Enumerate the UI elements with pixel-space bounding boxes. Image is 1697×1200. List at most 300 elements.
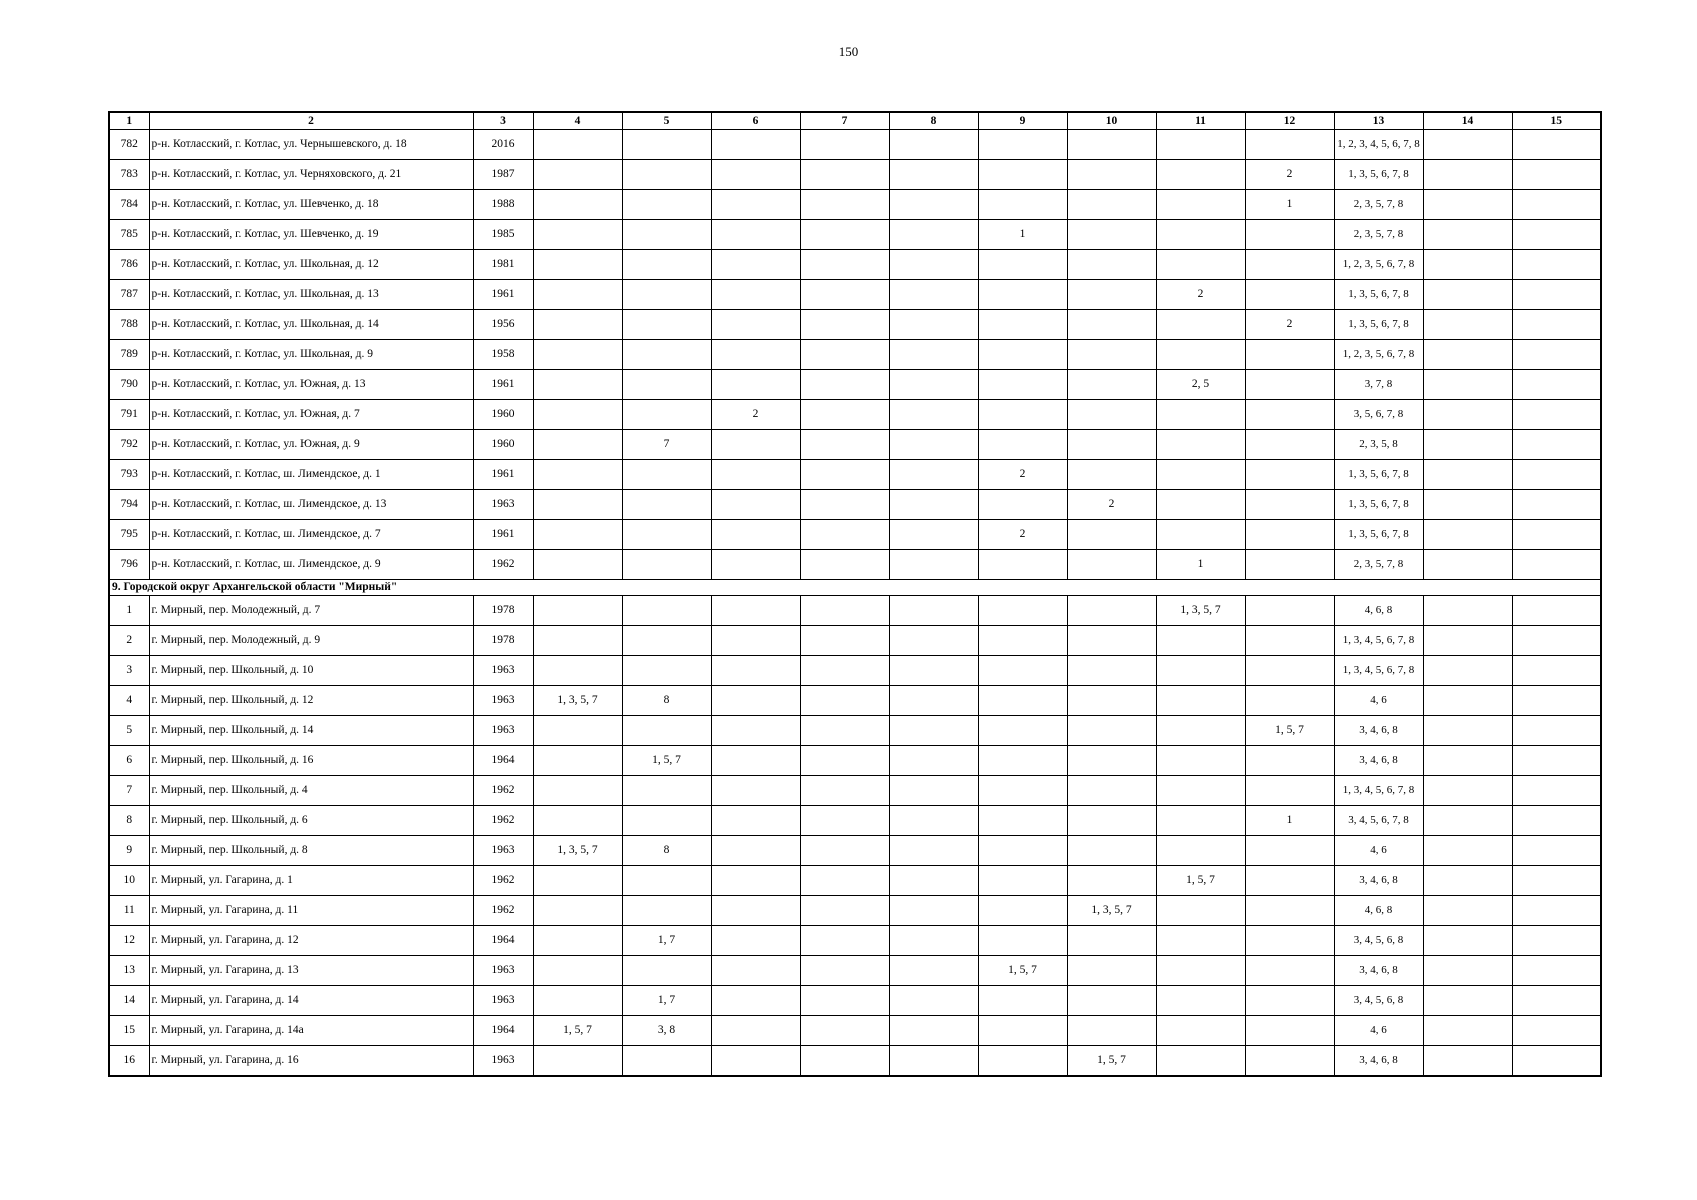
value-cell-8	[889, 896, 978, 926]
value-cell-5: 1, 5, 7	[622, 746, 711, 776]
value-cell-8	[889, 1046, 978, 1077]
value-cell-14	[1423, 130, 1512, 160]
value-cell-13: 2, 3, 5, 7, 8	[1334, 190, 1423, 220]
section-title: 9. Городской округ Архангельской области "Мирный"	[109, 580, 1601, 596]
table-row	[109, 1046, 1601, 1077]
year-cell: 1956	[473, 310, 533, 340]
value-cell-5	[622, 340, 711, 370]
value-cell-9	[978, 596, 1067, 626]
header-row	[109, 112, 1601, 130]
value-cell-14	[1423, 430, 1512, 460]
value-cell-11	[1156, 400, 1245, 430]
value-cell-15	[1512, 370, 1601, 400]
value-cell-11	[1156, 986, 1245, 1016]
value-cell-4	[533, 250, 622, 280]
value-cell-14	[1423, 836, 1512, 866]
value-cell-10	[1067, 220, 1156, 250]
value-cell-4	[533, 430, 622, 460]
value-cell-9	[978, 490, 1067, 520]
value-cell-13: 3, 5, 6, 7, 8	[1334, 400, 1423, 430]
table-row	[109, 896, 1601, 926]
value-cell-12	[1245, 220, 1334, 250]
value-cell-15	[1512, 430, 1601, 460]
value-cell-9	[978, 280, 1067, 310]
value-cell-11	[1156, 626, 1245, 656]
table-row	[109, 280, 1601, 310]
column-header: 3	[473, 112, 533, 130]
value-cell-8	[889, 956, 978, 986]
value-cell-7	[800, 430, 889, 460]
value-cell-7	[800, 1016, 889, 1046]
value-cell-6	[711, 896, 800, 926]
value-cell-7	[800, 896, 889, 926]
value-cell-5: 8	[622, 686, 711, 716]
address-cell: г. Мирный, ул. Гагарина, д. 14	[149, 986, 473, 1016]
value-cell-6: 2	[711, 400, 800, 430]
year-cell: 1962	[473, 550, 533, 580]
value-cell-4: 1, 5, 7	[533, 1016, 622, 1046]
value-cell-9: 2	[978, 520, 1067, 550]
value-cell-4	[533, 280, 622, 310]
value-cell-7	[800, 490, 889, 520]
value-cell-10	[1067, 686, 1156, 716]
value-cell-6	[711, 520, 800, 550]
value-cell-5	[622, 656, 711, 686]
value-cell-15	[1512, 520, 1601, 550]
value-cell-13: 4, 6	[1334, 836, 1423, 866]
value-cell-13: 4, 6	[1334, 1016, 1423, 1046]
value-cell-14	[1423, 866, 1512, 896]
value-cell-15	[1512, 686, 1601, 716]
address-cell: г. Мирный, ул. Гагарина, д. 11	[149, 896, 473, 926]
value-cell-7	[800, 806, 889, 836]
column-header: 12	[1245, 112, 1334, 130]
value-cell-5: 7	[622, 430, 711, 460]
value-cell-15	[1512, 656, 1601, 686]
value-cell-4	[533, 806, 622, 836]
value-cell-5	[622, 866, 711, 896]
value-cell-7	[800, 716, 889, 746]
row-number-cell: 7	[109, 776, 149, 806]
value-cell-5	[622, 520, 711, 550]
value-cell-7	[800, 866, 889, 896]
value-cell-5	[622, 776, 711, 806]
value-cell-8	[889, 1016, 978, 1046]
table-row	[109, 130, 1601, 160]
year-cell: 1962	[473, 776, 533, 806]
value-cell-4	[533, 160, 622, 190]
value-cell-7	[800, 370, 889, 400]
value-cell-10	[1067, 866, 1156, 896]
table-row	[109, 1016, 1601, 1046]
value-cell-12	[1245, 460, 1334, 490]
value-cell-15	[1512, 190, 1601, 220]
value-cell-6	[711, 430, 800, 460]
value-cell-13: 3, 4, 5, 6, 8	[1334, 986, 1423, 1016]
value-cell-9	[978, 776, 1067, 806]
value-cell-13: 3, 4, 6, 8	[1334, 716, 1423, 746]
value-cell-9	[978, 430, 1067, 460]
value-cell-9	[978, 716, 1067, 746]
value-cell-10	[1067, 926, 1156, 956]
value-cell-10	[1067, 596, 1156, 626]
value-cell-9	[978, 400, 1067, 430]
value-cell-11: 2	[1156, 280, 1245, 310]
value-cell-12	[1245, 130, 1334, 160]
value-cell-6	[711, 986, 800, 1016]
table-row	[109, 806, 1601, 836]
value-cell-5	[622, 280, 711, 310]
value-cell-11: 1, 5, 7	[1156, 866, 1245, 896]
value-cell-10	[1067, 626, 1156, 656]
value-cell-14	[1423, 596, 1512, 626]
value-cell-6	[711, 776, 800, 806]
value-cell-8	[889, 460, 978, 490]
value-cell-8	[889, 220, 978, 250]
address-cell: р-н. Котласский, г. Котлас, ш. Лимендское, д. 1	[149, 460, 473, 490]
value-cell-6	[711, 596, 800, 626]
value-cell-13: 3, 4, 6, 8	[1334, 956, 1423, 986]
value-cell-15	[1512, 1046, 1601, 1077]
year-cell: 1963	[473, 686, 533, 716]
row-number-cell: 8	[109, 806, 149, 836]
value-cell-5	[622, 160, 711, 190]
address-cell: г. Мирный, пер. Молодежный, д. 7	[149, 596, 473, 626]
value-cell-5	[622, 220, 711, 250]
row-number-cell: 15	[109, 1016, 149, 1046]
value-cell-12	[1245, 550, 1334, 580]
table-row	[109, 626, 1601, 656]
table-row	[109, 776, 1601, 806]
address-cell: р-н. Котласский, г. Котлас, ул. Школьная, д. 13	[149, 280, 473, 310]
value-cell-10	[1067, 656, 1156, 686]
value-cell-6	[711, 626, 800, 656]
value-cell-12	[1245, 280, 1334, 310]
value-cell-10	[1067, 130, 1156, 160]
value-cell-4	[533, 190, 622, 220]
table-row	[109, 836, 1601, 866]
column-header: 1	[109, 112, 149, 130]
column-header: 10	[1067, 112, 1156, 130]
value-cell-4	[533, 866, 622, 896]
value-cell-6	[711, 806, 800, 836]
value-cell-11	[1156, 430, 1245, 460]
value-cell-9	[978, 250, 1067, 280]
value-cell-6	[711, 836, 800, 866]
value-cell-11	[1156, 190, 1245, 220]
value-cell-8	[889, 716, 978, 746]
value-cell-7	[800, 986, 889, 1016]
value-cell-4	[533, 716, 622, 746]
value-cell-7	[800, 160, 889, 190]
value-cell-4	[533, 550, 622, 580]
value-cell-12	[1245, 986, 1334, 1016]
value-cell-9	[978, 926, 1067, 956]
value-cell-11: 1	[1156, 550, 1245, 580]
value-cell-6	[711, 280, 800, 310]
page-number: 150	[838, 44, 859, 59]
value-cell-12: 1	[1245, 806, 1334, 836]
row-number-cell: 796	[109, 550, 149, 580]
value-cell-4	[533, 490, 622, 520]
value-cell-14	[1423, 550, 1512, 580]
value-cell-11	[1156, 956, 1245, 986]
value-cell-5: 3, 8	[622, 1016, 711, 1046]
value-cell-6	[711, 686, 800, 716]
table-row	[109, 490, 1601, 520]
value-cell-12: 1	[1245, 190, 1334, 220]
value-cell-13: 4, 6	[1334, 686, 1423, 716]
table-row	[109, 656, 1601, 686]
value-cell-6	[711, 866, 800, 896]
value-cell-12	[1245, 1016, 1334, 1046]
value-cell-8	[889, 686, 978, 716]
value-cell-7	[800, 746, 889, 776]
value-cell-4	[533, 520, 622, 550]
table-row	[109, 220, 1601, 250]
value-cell-11	[1156, 806, 1245, 836]
year-cell: 1978	[473, 626, 533, 656]
table-row	[109, 370, 1601, 400]
year-cell: 2016	[473, 130, 533, 160]
value-cell-11	[1156, 656, 1245, 686]
value-cell-14	[1423, 520, 1512, 550]
value-cell-10: 1, 3, 5, 7	[1067, 896, 1156, 926]
table-row	[109, 746, 1601, 776]
value-cell-14	[1423, 896, 1512, 926]
address-cell: р-н. Котласский, г. Котлас, ул. Южная, д. 13	[149, 370, 473, 400]
table-row	[109, 866, 1601, 896]
value-cell-14	[1423, 776, 1512, 806]
value-cell-6	[711, 716, 800, 746]
address-cell: р-н. Котласский, г. Котлас, ул. Шевченко, д. 18	[149, 190, 473, 220]
value-cell-6	[711, 370, 800, 400]
value-cell-4	[533, 340, 622, 370]
value-cell-11	[1156, 490, 1245, 520]
value-cell-12	[1245, 596, 1334, 626]
row-number-cell: 783	[109, 160, 149, 190]
value-cell-9	[978, 866, 1067, 896]
value-cell-13: 3, 4, 6, 8	[1334, 746, 1423, 776]
year-cell: 1963	[473, 1046, 533, 1077]
value-cell-13: 1, 3, 5, 6, 7, 8	[1334, 310, 1423, 340]
value-cell-10	[1067, 190, 1156, 220]
value-cell-12	[1245, 686, 1334, 716]
row-number-cell: 9	[109, 836, 149, 866]
table-row	[109, 340, 1601, 370]
row-number-cell: 787	[109, 280, 149, 310]
value-cell-15	[1512, 160, 1601, 190]
row-number-cell: 784	[109, 190, 149, 220]
value-cell-15	[1512, 596, 1601, 626]
table-row	[109, 310, 1601, 340]
value-cell-12	[1245, 656, 1334, 686]
year-cell: 1964	[473, 1016, 533, 1046]
value-cell-14	[1423, 806, 1512, 836]
value-cell-12	[1245, 370, 1334, 400]
value-cell-4	[533, 956, 622, 986]
value-cell-7	[800, 550, 889, 580]
value-cell-9	[978, 836, 1067, 866]
table-row	[109, 160, 1601, 190]
column-header: 4	[533, 112, 622, 130]
value-cell-9	[978, 1016, 1067, 1046]
value-cell-14	[1423, 460, 1512, 490]
table-row	[109, 986, 1601, 1016]
value-cell-11	[1156, 520, 1245, 550]
table-row	[109, 926, 1601, 956]
value-cell-9	[978, 806, 1067, 836]
value-cell-5	[622, 310, 711, 340]
value-cell-6	[711, 656, 800, 686]
value-cell-7	[800, 956, 889, 986]
address-cell: р-н. Котласский, г. Котлас, ш. Лимендское, д. 9	[149, 550, 473, 580]
year-cell: 1964	[473, 746, 533, 776]
value-cell-11	[1156, 160, 1245, 190]
value-cell-7	[800, 656, 889, 686]
row-number-cell: 793	[109, 460, 149, 490]
year-cell: 1981	[473, 250, 533, 280]
row-number-cell: 14	[109, 986, 149, 1016]
column-header: 7	[800, 112, 889, 130]
row-number-cell: 786	[109, 250, 149, 280]
value-cell-12	[1245, 956, 1334, 986]
value-cell-6	[711, 130, 800, 160]
value-cell-12	[1245, 866, 1334, 896]
row-number-cell: 789	[109, 340, 149, 370]
value-cell-6	[711, 460, 800, 490]
value-cell-15	[1512, 896, 1601, 926]
row-number-cell: 792	[109, 430, 149, 460]
value-cell-9	[978, 626, 1067, 656]
row-number-cell: 12	[109, 926, 149, 956]
value-cell-13: 1, 3, 4, 5, 6, 7, 8	[1334, 626, 1423, 656]
value-cell-5	[622, 806, 711, 836]
value-cell-8	[889, 746, 978, 776]
address-cell: р-н. Котласский, г. Котлас, ул. Чернышевского, д. 18	[149, 130, 473, 160]
column-header: 2	[149, 112, 473, 130]
value-cell-10	[1067, 986, 1156, 1016]
value-cell-11	[1156, 1016, 1245, 1046]
value-cell-13: 1, 3, 5, 6, 7, 8	[1334, 520, 1423, 550]
value-cell-12	[1245, 776, 1334, 806]
value-cell-8	[889, 776, 978, 806]
value-cell-7	[800, 520, 889, 550]
table-row	[109, 686, 1601, 716]
year-cell: 1963	[473, 956, 533, 986]
table-row	[109, 400, 1601, 430]
value-cell-5	[622, 716, 711, 746]
year-cell: 1963	[473, 716, 533, 746]
value-cell-12	[1245, 520, 1334, 550]
value-cell-6	[711, 956, 800, 986]
value-cell-11	[1156, 250, 1245, 280]
value-cell-13: 2, 3, 5, 8	[1334, 430, 1423, 460]
value-cell-10	[1067, 1016, 1156, 1046]
value-cell-11	[1156, 926, 1245, 956]
address-cell: г. Мирный, ул. Гагарина, д. 13	[149, 956, 473, 986]
value-cell-14	[1423, 1016, 1512, 1046]
address-cell: г. Мирный, ул. Гагарина, д. 16	[149, 1046, 473, 1077]
address-cell: р-н. Котласский, г. Котлас, ш. Лимендское, д. 13	[149, 490, 473, 520]
value-cell-4	[533, 310, 622, 340]
value-cell-4	[533, 130, 622, 160]
row-number-cell: 13	[109, 956, 149, 986]
value-cell-7	[800, 250, 889, 280]
value-cell-14	[1423, 926, 1512, 956]
value-cell-8	[889, 250, 978, 280]
value-cell-6	[711, 310, 800, 340]
address-cell: р-н. Котласский, г. Котлас, ул. Школьная, д. 12	[149, 250, 473, 280]
value-cell-12	[1245, 340, 1334, 370]
column-header: 5	[622, 112, 711, 130]
value-cell-13: 3, 4, 5, 6, 8	[1334, 926, 1423, 956]
value-cell-12: 2	[1245, 310, 1334, 340]
value-cell-13: 1, 3, 5, 6, 7, 8	[1334, 490, 1423, 520]
value-cell-8	[889, 550, 978, 580]
value-cell-4	[533, 626, 622, 656]
value-cell-14	[1423, 956, 1512, 986]
address-cell: г. Мирный, пер. Школьный, д. 6	[149, 806, 473, 836]
value-cell-15	[1512, 280, 1601, 310]
value-cell-10	[1067, 716, 1156, 746]
value-cell-11	[1156, 1046, 1245, 1077]
value-cell-4	[533, 460, 622, 490]
value-cell-14	[1423, 746, 1512, 776]
value-cell-8	[889, 160, 978, 190]
value-cell-7	[800, 596, 889, 626]
row-number-cell: 782	[109, 130, 149, 160]
value-cell-14	[1423, 280, 1512, 310]
address-cell: г. Мирный, пер. Школьный, д. 10	[149, 656, 473, 686]
value-cell-12	[1245, 626, 1334, 656]
year-cell: 1962	[473, 866, 533, 896]
year-cell: 1978	[473, 596, 533, 626]
value-cell-14	[1423, 340, 1512, 370]
value-cell-14	[1423, 310, 1512, 340]
value-cell-7	[800, 280, 889, 310]
value-cell-4	[533, 926, 622, 956]
column-header: 9	[978, 112, 1067, 130]
value-cell-10: 1, 5, 7	[1067, 1046, 1156, 1077]
value-cell-10	[1067, 550, 1156, 580]
value-cell-10	[1067, 520, 1156, 550]
value-cell-5	[622, 956, 711, 986]
value-cell-5	[622, 896, 711, 926]
year-cell: 1960	[473, 400, 533, 430]
value-cell-8	[889, 806, 978, 836]
value-cell-13: 2, 3, 5, 7, 8	[1334, 550, 1423, 580]
value-cell-14	[1423, 220, 1512, 250]
value-cell-13: 3, 4, 6, 8	[1334, 866, 1423, 896]
value-cell-10	[1067, 160, 1156, 190]
value-cell-12	[1245, 836, 1334, 866]
value-cell-14	[1423, 626, 1512, 656]
value-cell-13: 1, 3, 5, 6, 7, 8	[1334, 280, 1423, 310]
row-number-cell: 16	[109, 1046, 149, 1077]
value-cell-6	[711, 220, 800, 250]
value-cell-8	[889, 866, 978, 896]
value-cell-5	[622, 596, 711, 626]
value-cell-8	[889, 280, 978, 310]
value-cell-12	[1245, 430, 1334, 460]
value-cell-12	[1245, 400, 1334, 430]
section-heading-row	[109, 580, 1601, 596]
value-cell-15	[1512, 956, 1601, 986]
year-cell: 1963	[473, 986, 533, 1016]
value-cell-15	[1512, 400, 1601, 430]
value-cell-14	[1423, 716, 1512, 746]
